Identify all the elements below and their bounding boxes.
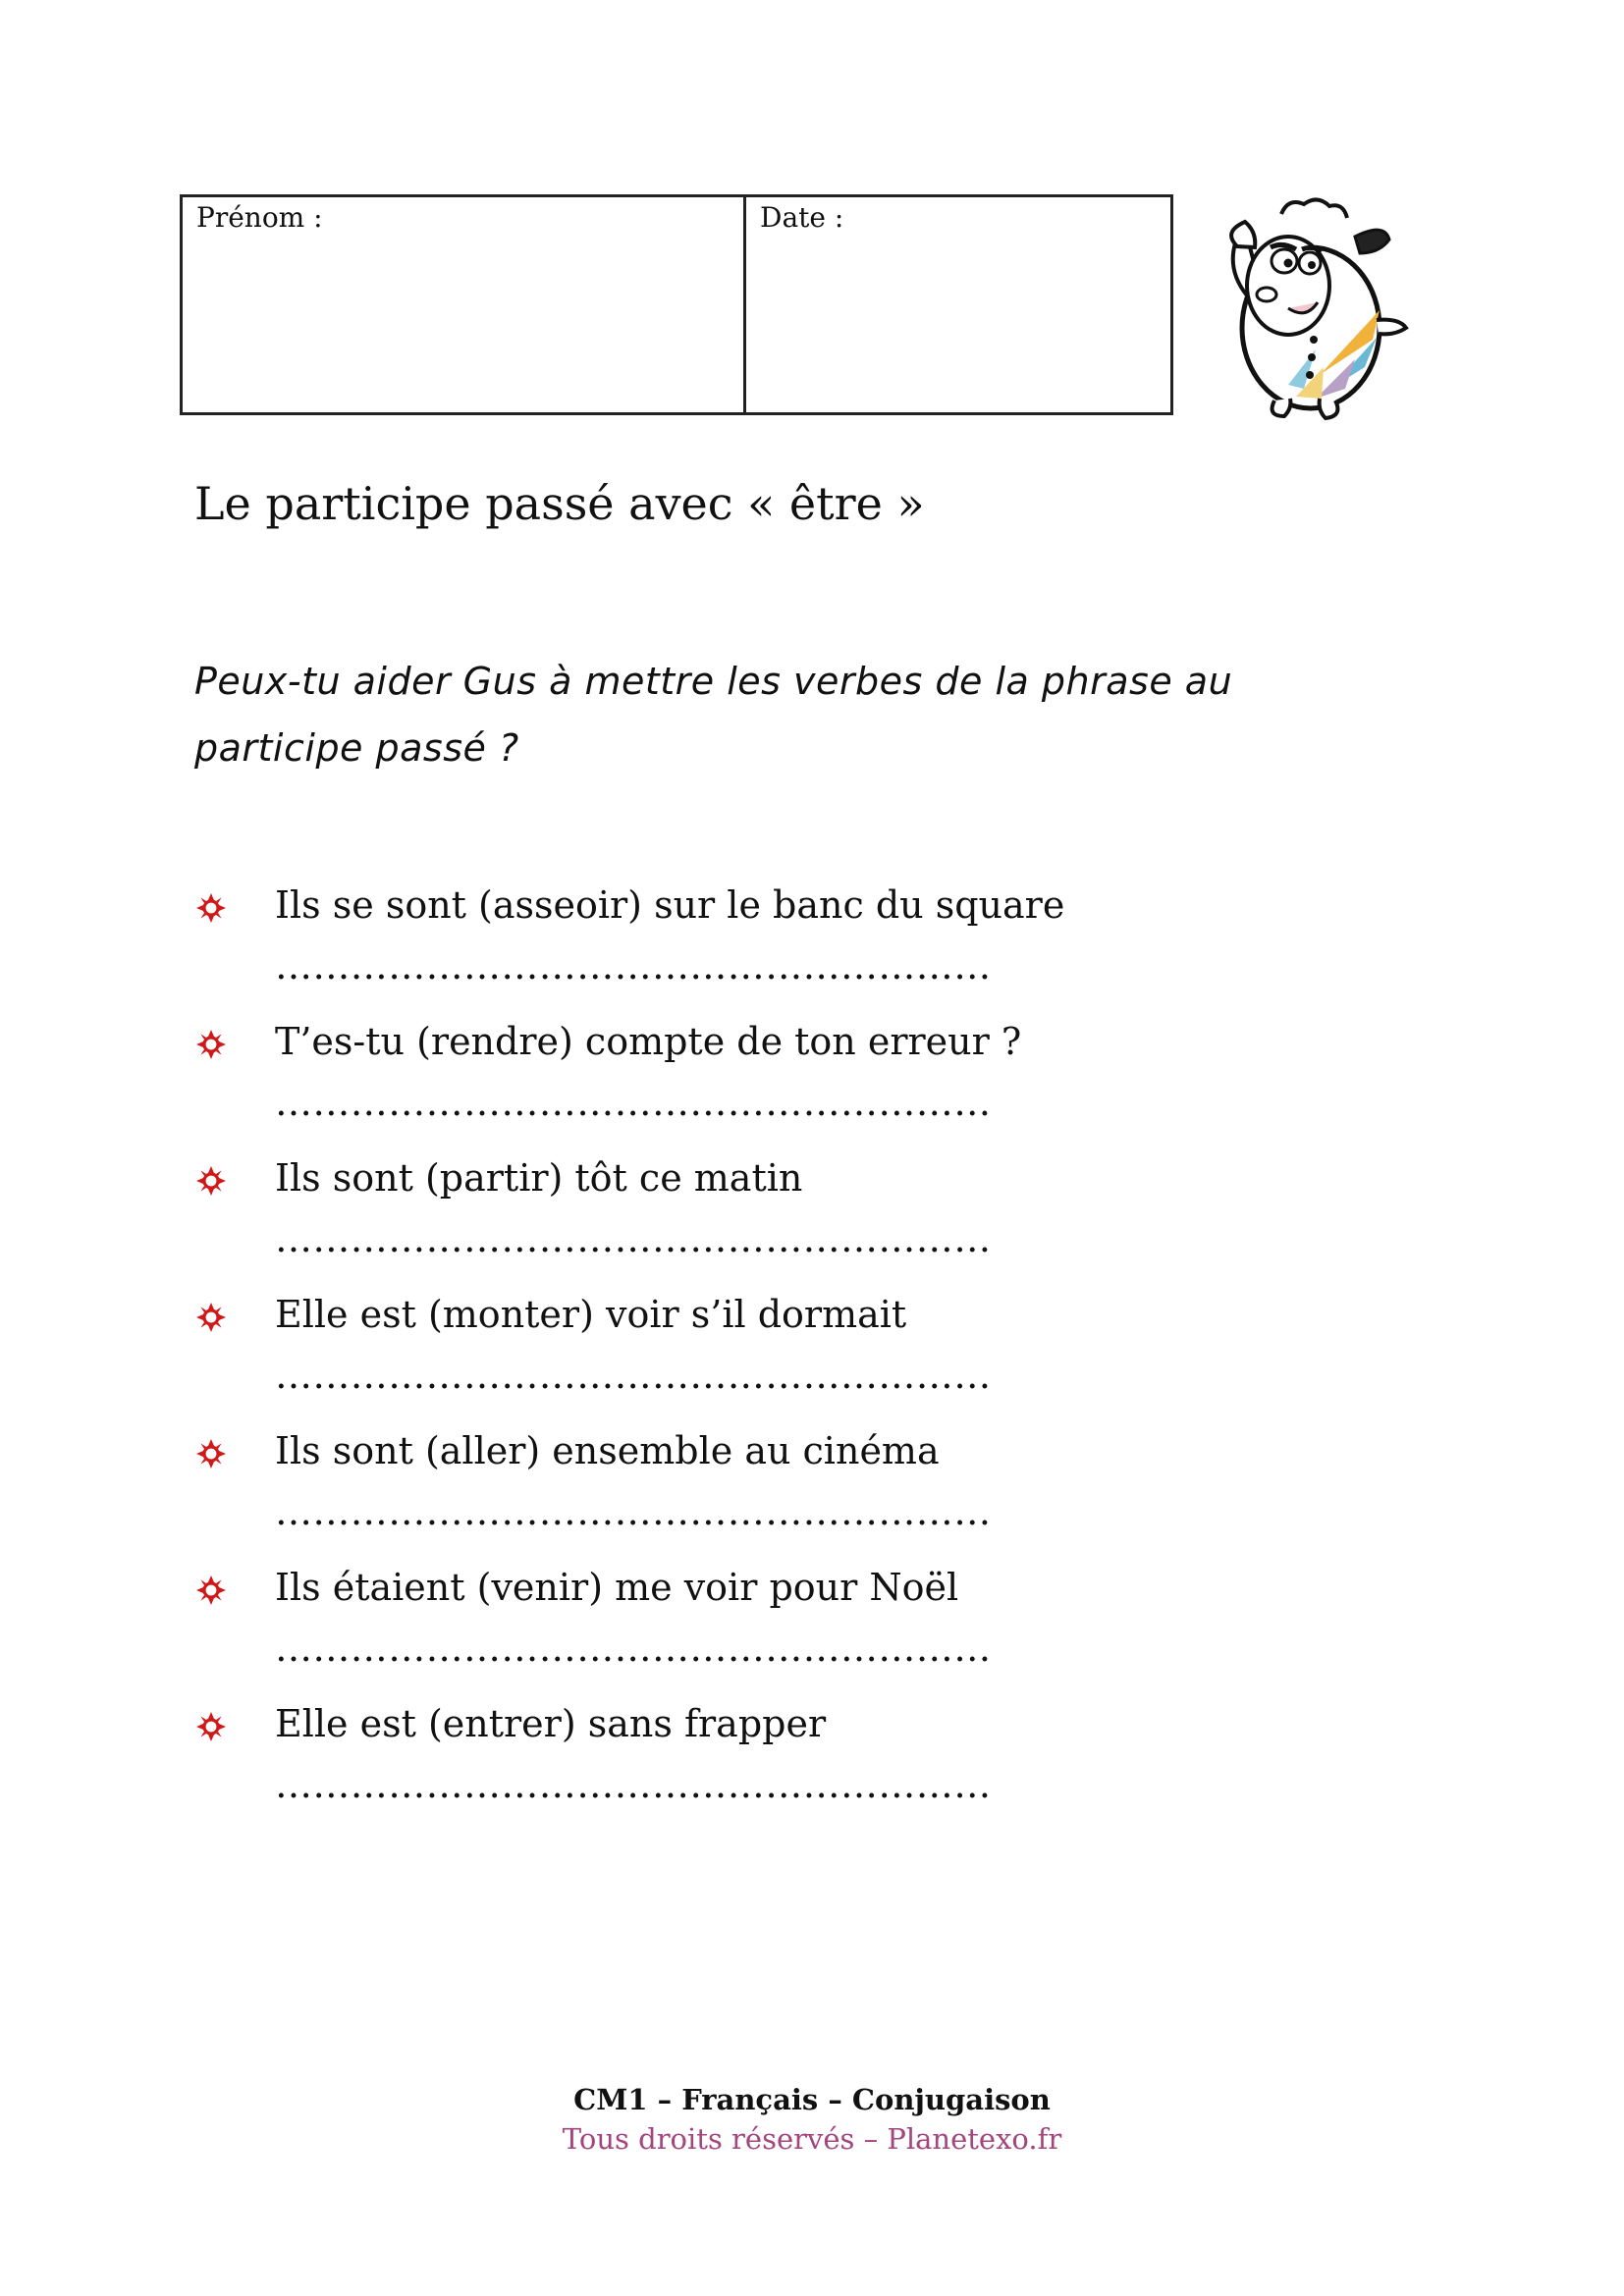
answer-line[interactable]: ………………………………………………… [275,944,992,988]
exercise-item [194,1156,1274,1293]
answer-line[interactable]: ………………………………………………… [275,1217,992,1260]
exercise-sentence: Ils sont (partir) tôt ce matin [275,1156,803,1200]
flower-bullet-icon [194,1574,228,1607]
exercise-item [194,1566,1274,1702]
prenom-label: Prénom : [196,201,323,234]
footer-subject: CM1 – Français – Conjugaison [573,2083,1051,2116]
exercise-sentence: Ils se sont (asseoir) sur le banc du square [275,883,1065,927]
answer-line[interactable]: ………………………………………………… [275,1354,992,1397]
date-field[interactable] [746,197,1170,412]
flower-bullet-icon [194,1028,228,1061]
answer-line[interactable]: ………………………………………………… [275,1763,992,1806]
answer-line[interactable]: ………………………………………………… [275,1081,992,1124]
flower-bullet-icon [194,1437,228,1470]
flower-bullet-icon [194,1301,228,1334]
student-info-box [180,194,1173,415]
exercise-sentence: T’es-tu (rendre) compte de ton erreur ? [275,1020,1022,1063]
exercise-item [194,1293,1274,1429]
exercise-sentence: Elle est (entrer) sans frapper [275,1702,827,1745]
exercise-item [194,883,1274,1020]
answer-line[interactable]: ………………………………………………… [275,1627,992,1670]
exercise-sentence: Ils sont (aller) ensemble au cinéma [275,1429,940,1472]
exercise-sentence: Ils étaient (venir) me voir pour Noël [275,1566,959,1609]
flower-bullet-icon [194,1164,228,1198]
exercise-item [194,1429,1274,1566]
answer-line[interactable]: ………………………………………………… [275,1490,992,1533]
exercise-item [194,1020,1274,1156]
flower-bullet-icon [194,1710,228,1743]
footer-rights: Tous droits réservés – Planetexo.fr [562,2122,1062,2156]
exercise-item [194,1702,1274,1839]
page-title: Le participe passé avec « être » [194,477,925,530]
sheep-mascot [1198,192,1414,423]
exercise-list [194,883,1274,1839]
instruction-text: Peux-tu aider Gus à mettre les verbes de la phrase au participe passé ? [194,660,1233,770]
prenom-field[interactable] [183,197,746,412]
flower-bullet-icon [194,891,228,925]
exercise-sentence: Elle est (monter) voir s’il dormait [275,1293,907,1336]
date-label: Date : [760,201,844,234]
